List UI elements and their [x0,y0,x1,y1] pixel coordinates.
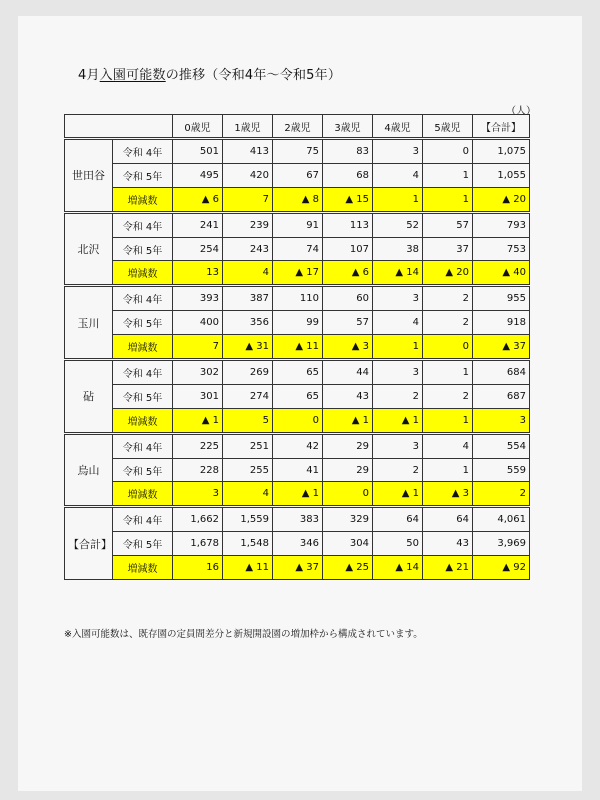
change-row [65,335,530,360]
value-cell: 7 [173,335,223,360]
row-label: 増減数 [113,408,173,433]
value-cell: 3,969 [473,532,530,556]
value-cell: 64 [373,507,423,532]
area-group [65,139,530,213]
row-label: 令和 5年 [113,384,173,408]
value-cell: 3 [473,408,530,433]
area-name: 烏山 [65,433,113,507]
row-label: 増減数 [113,556,173,580]
table-row [65,384,530,408]
value-cell: 113 [323,212,373,237]
value-cell: 4 [223,482,273,507]
value-cell: 1,678 [173,532,223,556]
value-cell: 0 [273,408,323,433]
value-cell: 5 [223,408,273,433]
value-cell: 356 [223,311,273,335]
value-cell: 3 [173,482,223,507]
header-corner [65,115,173,139]
row-label: 増減数 [113,335,173,360]
value-cell: 955 [473,286,530,311]
header-cell: 4歳児 [373,115,423,139]
value-cell: 302 [173,360,223,385]
change-row [65,482,530,507]
value-cell: 4 [373,311,423,335]
header-cell: 1歳児 [223,115,273,139]
document-page [18,16,582,791]
value-cell: ▲ 1 [373,408,423,433]
area-name: 玉川 [65,286,113,360]
footnote: ※入園可能数は、既存園の定員間差分と新規開設園の増加枠から構成されています。 [64,629,423,640]
value-cell: 1 [423,458,473,482]
value-cell: 29 [323,433,373,458]
value-cell: 37 [423,237,473,261]
value-cell: 68 [323,163,373,187]
value-cell: 60 [323,286,373,311]
value-cell: 41 [273,458,323,482]
value-cell: 65 [273,384,323,408]
value-cell: 228 [173,458,223,482]
change-row [65,556,530,580]
title-prefix: 4月 [78,68,100,83]
value-cell: 64 [423,507,473,532]
value-cell: 1,662 [173,507,223,532]
value-cell: 346 [273,532,323,556]
availability-table [64,114,530,580]
value-cell: ▲ 1 [173,408,223,433]
row-label: 令和 5年 [113,237,173,261]
value-cell: 67 [273,163,323,187]
value-cell: 75 [273,139,323,164]
value-cell: 7 [223,187,273,212]
value-cell: 2 [423,384,473,408]
value-cell: 1 [423,187,473,212]
header-cell: 5歳児 [423,115,473,139]
row-label: 令和 5年 [113,163,173,187]
value-cell: 2 [473,482,530,507]
value-cell: 243 [223,237,273,261]
header-cell: 3歳児 [323,115,373,139]
table-row [65,360,530,385]
value-cell: ▲ 21 [423,556,473,580]
change-row [65,408,530,433]
value-cell: 684 [473,360,530,385]
value-cell: 91 [273,212,323,237]
value-cell: ▲ 8 [273,187,323,212]
value-cell: 107 [323,237,373,261]
value-cell: ▲ 3 [323,335,373,360]
value-cell: 110 [273,286,323,311]
table-row [65,163,530,187]
value-cell: ▲ 92 [473,556,530,580]
value-cell: 74 [273,237,323,261]
row-label: 令和 4年 [113,433,173,458]
value-cell: ▲ 14 [373,556,423,580]
value-cell: 495 [173,163,223,187]
value-cell: 0 [323,482,373,507]
row-label: 令和 4年 [113,360,173,385]
value-cell: 3 [373,360,423,385]
value-cell: 13 [173,261,223,286]
value-cell: 50 [373,532,423,556]
header-cell: 2歳児 [273,115,323,139]
value-cell: 1,055 [473,163,530,187]
table-row [65,212,530,237]
area-name: 世田谷 [65,139,113,213]
value-cell: 44 [323,360,373,385]
area-name: 北沢 [65,212,113,286]
value-cell: 2 [423,286,473,311]
value-cell: 4 [373,163,423,187]
value-cell: 83 [323,139,373,164]
value-cell: 29 [323,458,373,482]
value-cell: 1 [423,163,473,187]
value-cell: 793 [473,212,530,237]
value-cell: 52 [373,212,423,237]
value-cell: 400 [173,311,223,335]
table-row [65,507,530,532]
value-cell: 1,075 [473,139,530,164]
value-cell: 65 [273,360,323,385]
value-cell: 255 [223,458,273,482]
row-label: 増減数 [113,261,173,286]
table-row [65,139,530,164]
value-cell: ▲ 37 [473,335,530,360]
value-cell: 559 [473,458,530,482]
value-cell: 4,061 [473,507,530,532]
document-title [78,64,341,83]
value-cell: 1,559 [223,507,273,532]
area-name: 【合計】 [65,507,113,580]
value-cell: 2 [373,384,423,408]
value-cell: ▲ 1 [273,482,323,507]
value-cell: ▲ 3 [423,482,473,507]
area-group [65,507,530,580]
table-row [65,458,530,482]
table-row [65,532,530,556]
value-cell: ▲ 40 [473,261,530,286]
value-cell: ▲ 14 [373,261,423,286]
value-cell: 0 [423,335,473,360]
value-cell: 38 [373,237,423,261]
header-cell: 【合計】 [473,115,530,139]
value-cell: 4 [223,261,273,286]
value-cell: 251 [223,433,273,458]
change-row [65,187,530,212]
value-cell: ▲ 25 [323,556,373,580]
value-cell: 274 [223,384,273,408]
area-group [65,212,530,286]
value-cell: ▲ 15 [323,187,373,212]
value-cell: 2 [423,311,473,335]
value-cell: 301 [173,384,223,408]
value-cell: 1 [423,360,473,385]
value-cell: 3 [373,139,423,164]
value-cell: 501 [173,139,223,164]
value-cell: ▲ 20 [473,187,530,212]
value-cell: ▲ 6 [173,187,223,212]
unit-label: （人） [506,106,536,117]
area-group [65,286,530,360]
table-row [65,286,530,311]
value-cell: ▲ 1 [373,482,423,507]
value-cell: 99 [273,311,323,335]
area-group [65,433,530,507]
row-label: 令和 4年 [113,212,173,237]
value-cell: 269 [223,360,273,385]
title-underlined: 入園可能数 [99,68,166,83]
row-label: 令和 5年 [113,311,173,335]
value-cell: ▲ 6 [323,261,373,286]
value-cell: 304 [323,532,373,556]
value-cell: 0 [423,139,473,164]
value-cell: 241 [173,212,223,237]
value-cell: 254 [173,237,223,261]
value-cell: ▲ 31 [223,335,273,360]
title-suffix: の推移（令和4年～令和5年） [165,68,342,83]
value-cell: ▲ 37 [273,556,323,580]
row-label: 令和 5年 [113,532,173,556]
value-cell: 687 [473,384,530,408]
value-cell: 393 [173,286,223,311]
value-cell: 43 [423,532,473,556]
value-cell: 1 [373,187,423,212]
value-cell: 57 [323,311,373,335]
value-cell: 3 [373,433,423,458]
value-cell: 753 [473,237,530,261]
value-cell: 413 [223,139,273,164]
value-cell: ▲ 17 [273,261,323,286]
value-cell: 1 [373,335,423,360]
table-row [65,433,530,458]
value-cell: ▲ 11 [223,556,273,580]
value-cell: ▲ 20 [423,261,473,286]
value-cell: 918 [473,311,530,335]
value-cell: 16 [173,556,223,580]
change-row [65,261,530,286]
area-group [65,360,530,434]
value-cell: 43 [323,384,373,408]
row-label: 令和 4年 [113,507,173,532]
value-cell: 1 [423,408,473,433]
value-cell: 42 [273,433,323,458]
row-label: 令和 4年 [113,286,173,311]
row-label: 令和 5年 [113,458,173,482]
value-cell: 57 [423,212,473,237]
row-label: 増減数 [113,187,173,212]
value-cell: 383 [273,507,323,532]
value-cell: 3 [373,286,423,311]
row-label: 令和 4年 [113,139,173,164]
row-label: 増減数 [113,482,173,507]
header-cell: 0歳児 [173,115,223,139]
value-cell: 329 [323,507,373,532]
value-cell: 239 [223,212,273,237]
value-cell: 554 [473,433,530,458]
value-cell: 387 [223,286,273,311]
value-cell: 225 [173,433,223,458]
header-row [65,115,530,139]
table-row [65,311,530,335]
table-row [65,237,530,261]
area-name: 砧 [65,360,113,434]
value-cell: 420 [223,163,273,187]
value-cell: ▲ 11 [273,335,323,360]
value-cell: 1,548 [223,532,273,556]
value-cell: ▲ 1 [323,408,373,433]
value-cell: 2 [373,458,423,482]
value-cell: 4 [423,433,473,458]
